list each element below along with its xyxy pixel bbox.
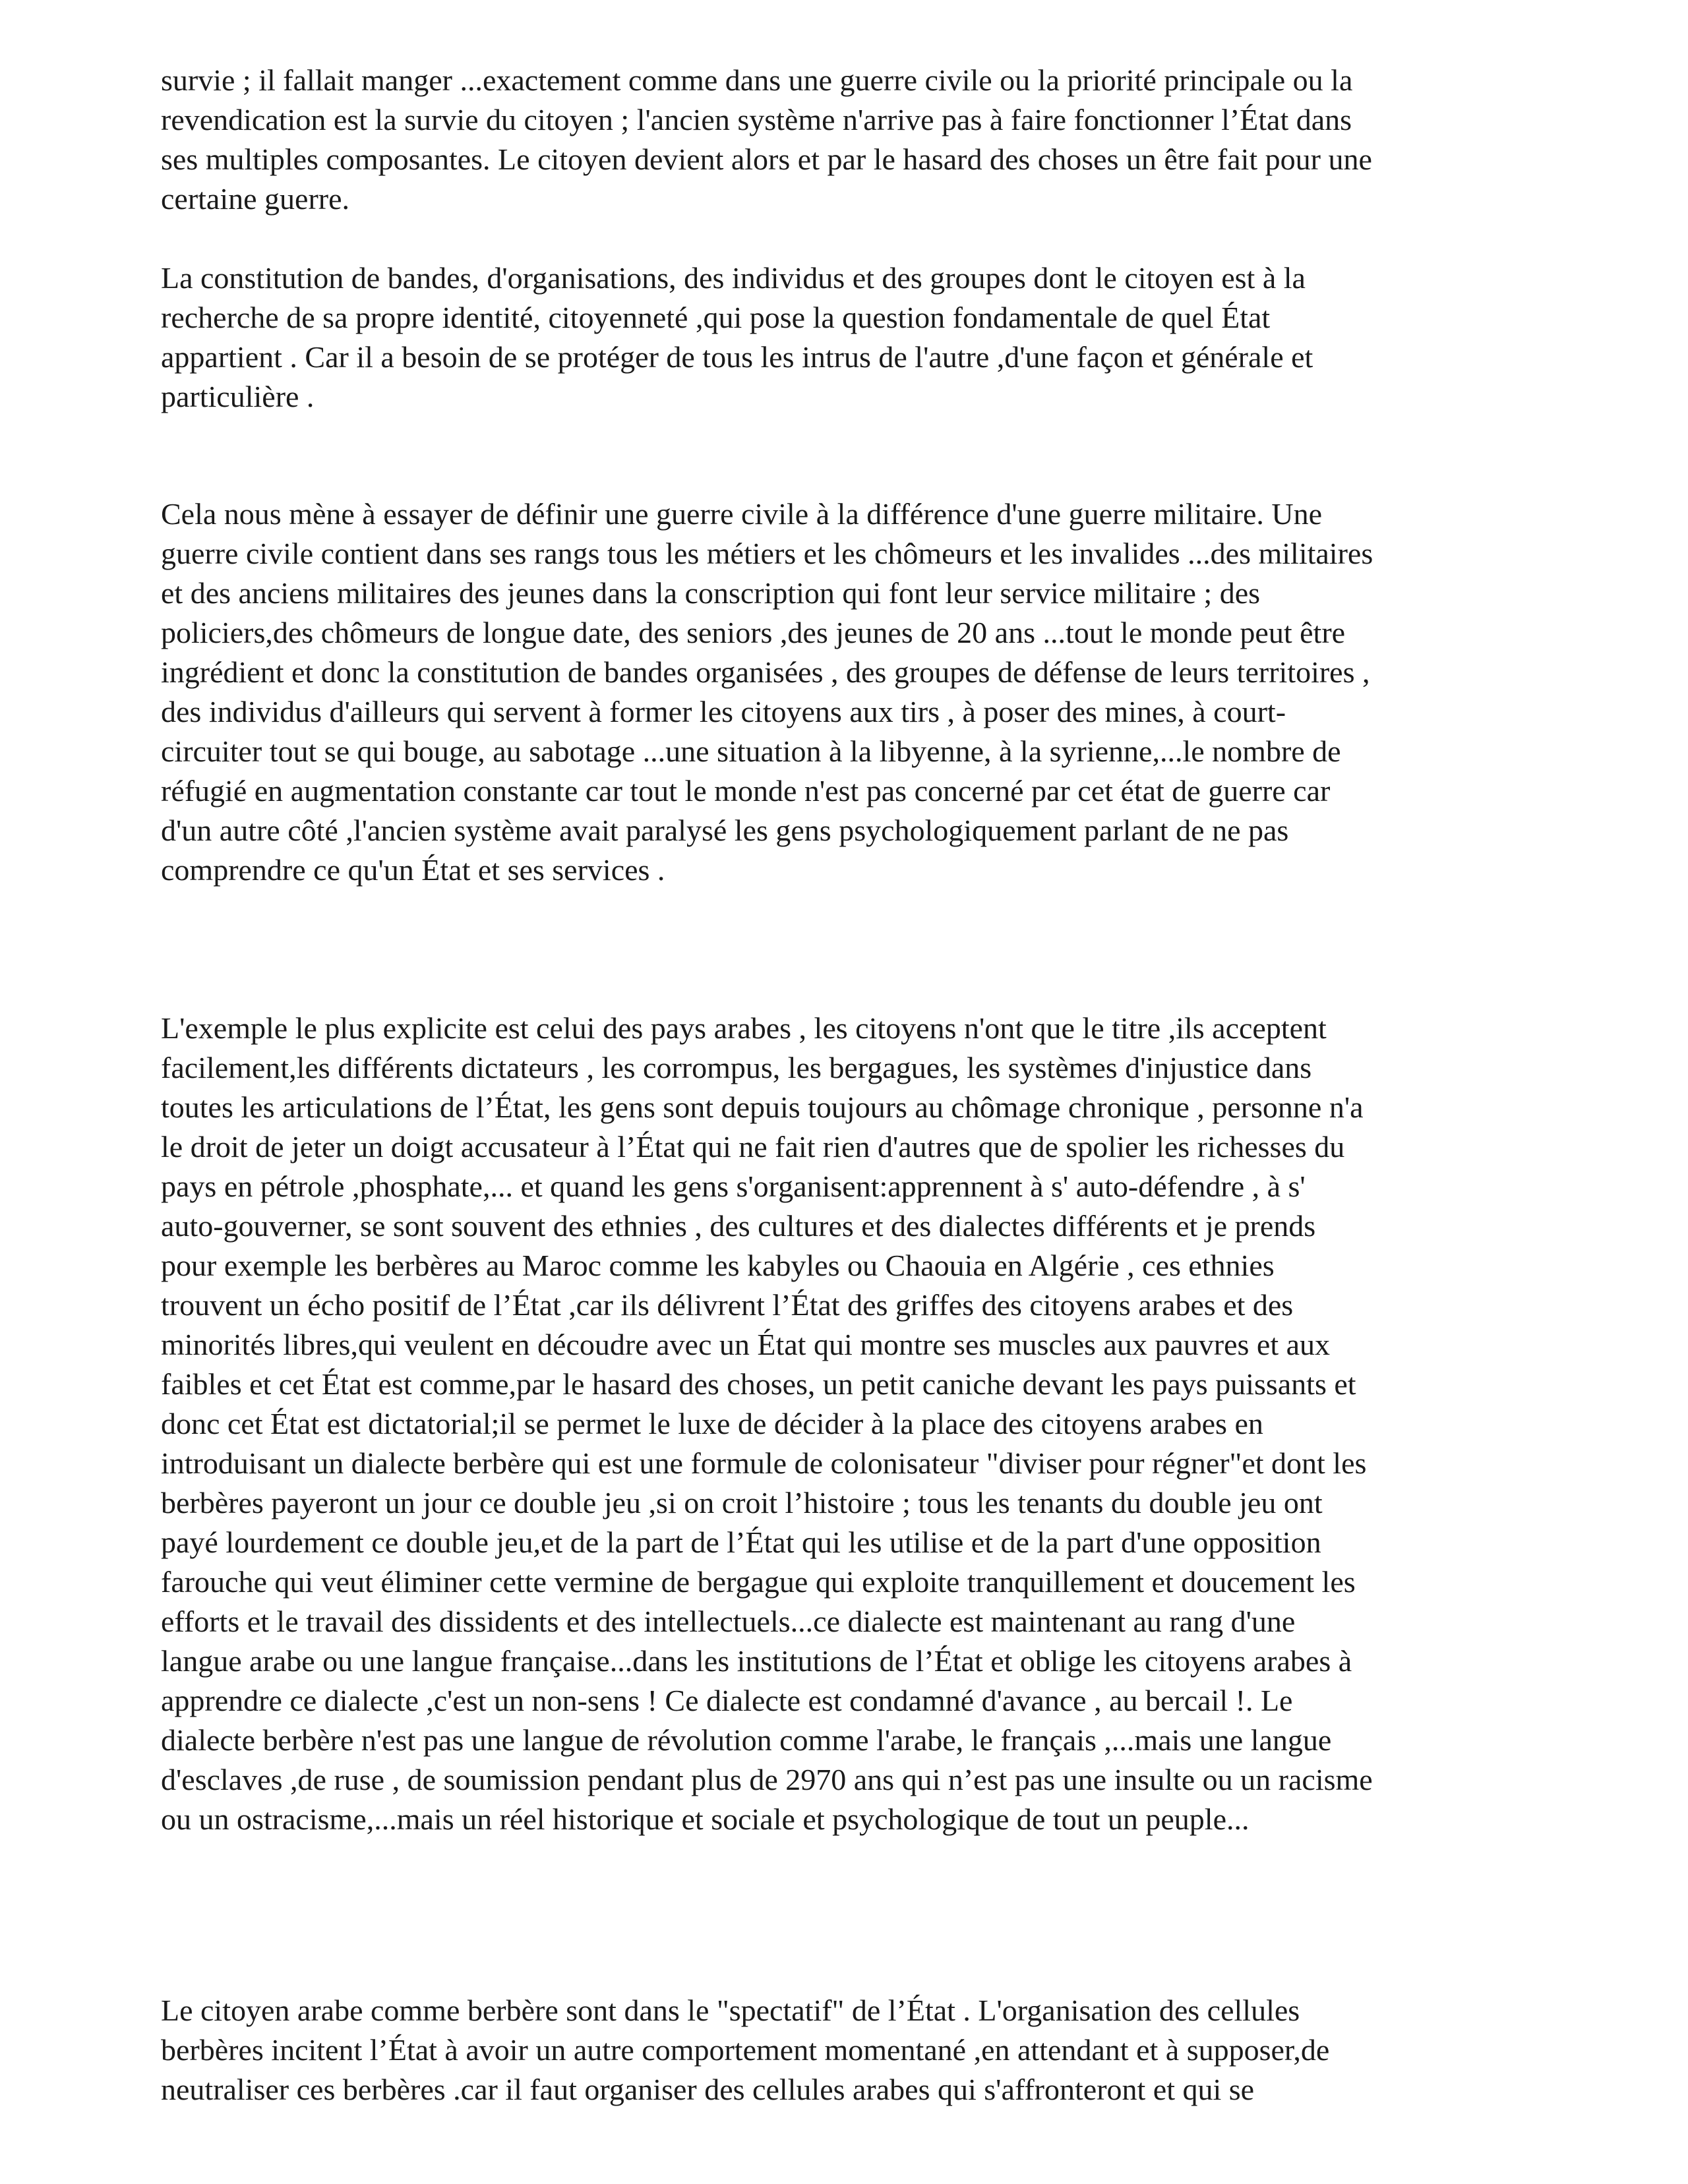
text-line: policiers,des chômeurs de longue date, des seniors ,des jeunes de 20 ans ...tout le monde peut être	[161, 616, 1346, 649]
text-line: survie ; il fallait manger ...exactement comme dans une guerre civile ou la priorité principale ou la	[161, 63, 1353, 97]
text-line: ses multiples composantes. Le citoyen devient alors et par le hasard des choses un être fait pour une	[161, 142, 1372, 176]
paragraph-spectatif	[161, 1991, 1532, 2110]
text-line: des individus d'ailleurs qui servent à former les citoyens aux tirs , à poser des mines, à court-	[161, 695, 1286, 728]
paragraph-pays-arabes	[161, 1009, 1532, 1839]
text-line: certaine guerre.	[161, 182, 350, 216]
text-line: et des anciens militaires des jeunes dans la conscription qui font leur service militaire ; des	[161, 576, 1261, 610]
paragraph-survie	[161, 61, 1532, 219]
text-line: berbères payeront un jour ce double jeu ,si on croit l’histoire ; tous les tenants du double jeu ont	[161, 1486, 1323, 1520]
text-line: efforts et le travail des dissidents et des intellectuels...ce dialecte est maintenant au rang d'une	[161, 1605, 1296, 1638]
text-line: dialecte berbère n'est pas une langue de révolution comme l'arabe, le français ,...mais une langue	[161, 1723, 1332, 1757]
text-line: recherche de sa propre identité, citoyenneté ,qui pose la question fondamentale de quel État	[161, 301, 1271, 334]
text-line: d'un autre côté ,l'ancien système avait paralysé les gens psychologiquement parlant de ne pas	[161, 813, 1289, 847]
paragraph-guerre-civile	[161, 494, 1532, 890]
text-line: revendication est la survie du citoyen ; l'ancien système n'arrive pas à faire fonctionner l’État dans	[161, 103, 1352, 136]
text-line: appartient . Car il a besoin de se protéger de tous les intrus de l'autre ,d'une façon et générale et	[161, 340, 1313, 374]
text-line: neutraliser ces berbères .car il faut organiser des cellules arabes qui s'affronteront et qui se	[161, 2073, 1255, 2106]
text-line: langue arabe ou une langue française...dans les institutions de l’État et oblige les citoyens arabes à	[161, 1644, 1352, 1678]
text-line: donc cet État est dictatorial;il se permet le luxe de décider à la place des citoyens arabes en	[161, 1407, 1263, 1440]
text-line: L'exemple le plus explicite est celui des pays arabes , les citoyens n'ont que le titre ,ils acceptent	[161, 1011, 1327, 1045]
text-line: Cela nous mène à essayer de définir une guerre civile à la différence d'une guerre militaire. Une	[161, 497, 1323, 531]
text-line: toutes les articulations de l’État, les gens sont depuis toujours au chômage chronique , personne n'a	[161, 1090, 1364, 1124]
text-line: trouvent un écho positif de l’État ,car ils délivrent l’État des griffes des citoyens arabes et des	[161, 1288, 1294, 1322]
text-line: berbères incitent l’État à avoir un autre comportement momentané ,en attendant et à supposer,de	[161, 2033, 1330, 2067]
paragraph-constitution-bandes	[161, 258, 1532, 417]
text-line: payé lourdement ce double jeu,et de la part de l’État qui les utilise et de la part d'une opposition	[161, 1525, 1321, 1559]
text-line: farouche qui veut éliminer cette vermine de bergague qui exploite tranquillement et doucement les	[161, 1565, 1356, 1599]
text-line: auto-gouverner, se sont souvent des ethnies , des cultures et des dialectes différents et je prends	[161, 1209, 1316, 1243]
text-line: pays en pétrole ,phosphate,... et quand les gens s'organisent:apprennent à s' auto-défendre , à s'	[161, 1169, 1306, 1203]
text-line: minorités libres,qui veulent en découdre avec un État qui montre ses muscles aux pauvres et aux	[161, 1328, 1331, 1361]
text-line: facilement,les différents dictateurs , les corrompus, les bergagues, les systèmes d'injustice dans	[161, 1051, 1312, 1084]
text-line: comprendre ce qu'un État et ses services .	[161, 853, 665, 887]
text-line: faibles et cet État est comme,par le hasard des choses, un petit caniche devant les pays puissants et	[161, 1367, 1356, 1401]
text-line: particulière .	[161, 380, 315, 413]
text-line: guerre civile contient dans ses rangs tous les métiers et les chômeurs et les invalides ...des militaires	[161, 537, 1373, 570]
text-line: La constitution de bandes, d'organisations, des individus et des groupes dont le citoyen est à la	[161, 261, 1306, 295]
text-line: pour exemple les berbères au Maroc comme les kabyles ou Chaouia en Algérie , ces ethnies	[161, 1249, 1275, 1282]
text-line: ingrédient et donc la constitution de bandes organisées , des groupes de défense de leurs territoires ,	[161, 655, 1370, 689]
text-line: ou un ostracisme,...mais un réel historique et sociale et psychologique de tout un peuple...	[161, 1802, 1250, 1836]
text-line: le droit de jeter un doigt accusateur à l’État qui ne fait rien d'autres que de spolier les richesses du	[161, 1130, 1345, 1164]
text-line: Le citoyen arabe comme berbère sont dans le "spectatif" de l’État . L'organisation des cellules	[161, 1993, 1300, 2027]
text-line: d'esclaves ,de ruse , de soumission pendant plus de 2970 ans qui n’est pas une insulte ou un racisme	[161, 1763, 1373, 1796]
text-line: apprendre ce dialecte ,c'est un non-sens ! Ce dialecte est condamné d'avance , au bercail !. Le	[161, 1684, 1293, 1717]
text-line: réfugié en augmentation constante car tout le monde n'est pas concerné par cet état de guerre car	[161, 774, 1331, 808]
text-line: introduisant un dialecte berbère qui est une formule de colonisateur "diviser pour régner"et dont les	[161, 1446, 1367, 1480]
text-line: circuiter tout se qui bouge, au sabotage ...une situation à la libyenne, à la syrienne,...le nombre de	[161, 734, 1341, 768]
